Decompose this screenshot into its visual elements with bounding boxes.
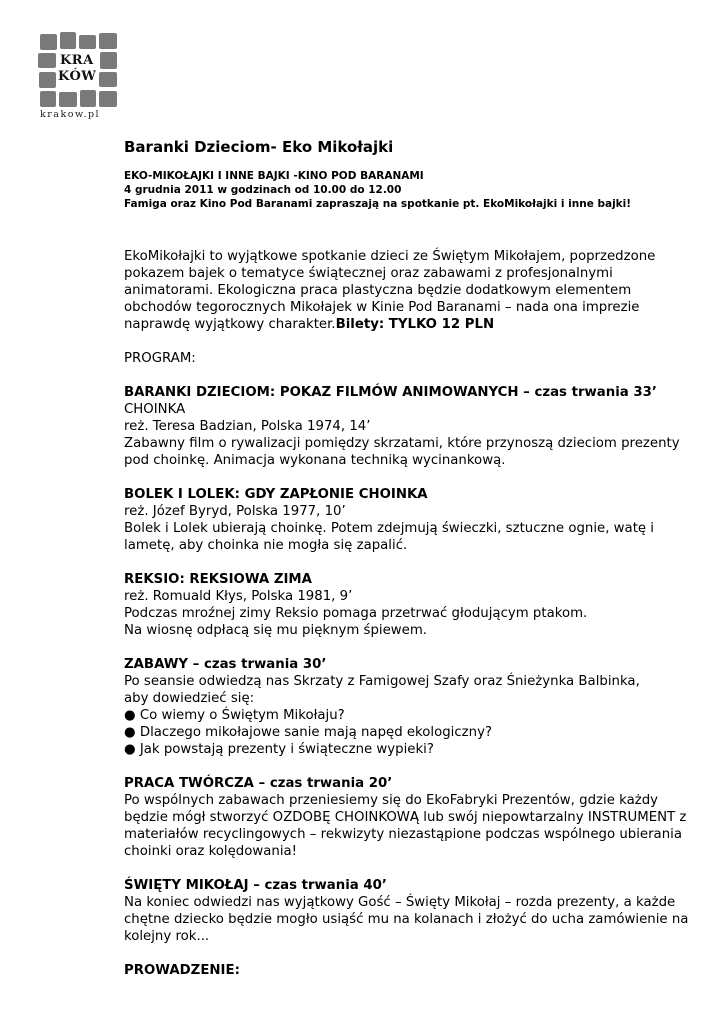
section-line: Podczas mroźnej zimy Reksio pomaga przetrwać głodującym ptakom. [124,606,588,621]
section-praca-tworcza [124,775,704,860]
page-title: Baranki Dzieciom- Eko Mikołajki [124,138,394,156]
section-bolek-lolek [124,486,704,554]
logo-text-kow: KÓW [58,69,97,84]
section-line: choinki oraz kolędowania! [124,844,298,859]
section-line: kolejny rok... [124,929,210,944]
intro-line: pokazem bajek o tematyce świątecznej oraz zabawami z profesjonalnymi [124,266,613,281]
section-heading: ZABAWY – czas trwania 30’ [124,657,327,672]
section-line: reż. Romuald Kłys, Polska 1981, 9’ [124,589,353,604]
intro-line: EkoMikołajki to wyjątkowe spotkanie dzieci ze Świętym Mikołajem, poprzedzone [124,249,656,264]
section-line: pod choinkę. Animacja wykonana techniką wycinankową. [124,453,506,468]
section-line: Bolek i Lolek ubierają choinkę. Potem zdejmują świeczki, sztuczne ognie, watę i [124,521,655,536]
section-line: materiałów recyclingowych – rekwizyty niezastąpione podczas wspólnego ubierania [124,827,682,842]
section-swiety-mikolaj [124,877,704,945]
section-line: reż. Teresa Badzian, Polska 1974, 14’ [124,419,371,434]
section-line: Zabawny film o rywalizacji pomiędzy skrzatami, które przynoszą dzieciom prezenty [124,436,680,451]
section-heading: PRACA TWÓRCZA – czas trwania 20’ [124,776,393,791]
section-reksio [124,571,704,639]
logo-text-kra: KRA [60,53,94,68]
section-heading: ŚWIĘTY MIKOŁAJ – czas trwania 40’ [124,878,387,893]
intro-line: animatorami. Ekologiczna praca plastyczna będzie dodatkowym elementem [124,283,632,298]
section-line: Po wspólnych zabawach przeniesiemy się do EkoFabryki Prezentów, gdzie każdy [124,793,659,808]
section-heading: REKSIO: REKSIOWA ZIMA [124,572,312,587]
section-line: CHOINKA [124,402,186,417]
logo-mosaic [38,32,120,108]
intro-line: obchodów tegorocznych Mikołajek w Kinie Pod Baranami – nada ona imprezie [124,300,640,315]
intro-line [124,316,704,333]
section-line: będzie mógł stworzyć OZDOBĘ CHOINKOWĄ lub swój niepowtarzalny INSTRUMENT z [124,810,687,825]
logo-caption: krakow.pl [40,109,101,120]
section-baranki [124,384,704,469]
intro-last-line: naprawdę wyjątkowy charakter. [124,317,336,332]
header-line-2: 4 grudnia 2011 w godzinach od 10.00 do 12.00 [124,184,402,196]
section-heading: BARANKI DZIECIOM: POKAZ FILMÓW ANIMOWANYCH – czas trwania 33’ [124,385,657,400]
bullet-item: ● Co wiemy o Świętym Mikołaju? [124,708,345,723]
document-body [124,137,704,979]
section-line: Po seansie odwiedzą nas Skrzaty z Famigowej Szafy oraz Śnieżynka Balbinka, [124,674,640,689]
bullet-item: ● Dlaczego mikołajowe sanie mają napęd ekologiczny? [124,725,493,740]
section-line: reż. Józef Byryd, Polska 1977, 10’ [124,504,346,519]
tickets-price: Bilety: TYLKO 12 PLN [335,317,495,332]
section-line: Na wiosnę odpłacą się mu pięknym śpiewem. [124,623,428,638]
intro-paragraph [124,248,704,333]
section-zabawy [124,656,704,758]
section-line: chętne dziecko będzie mogło usiąść mu na kolanach i złożyć do ucha zamówienie na [124,912,689,927]
krakow-logo [38,32,120,122]
section-line: lametę, aby choinka nie mogła się zapalić. [124,538,408,553]
bullet-item: ● Jak powstają prezenty i świąteczne wypieki? [124,742,434,757]
section-line: aby dowiedzieć się: [124,691,255,706]
section-heading: BOLEK I LOLEK: GDY ZAPŁONIE CHOINKA [124,487,428,502]
prowadzenie-label: PROWADZENIE: [124,963,240,978]
section-line: Na koniec odwiedzi nas wyjątkowy Gość – Święty Mikołaj – rozda prezenty, a każde [124,895,676,910]
header-line-1: EKO-MIKOŁAJKI I INNE BAJKI -KINO POD BARANAMI [124,170,424,182]
header-line-3: Famiga oraz Kino Pod Baranami zapraszają na spotkanie pt. EkoMikołajki i inne bajki! [124,198,632,210]
program-label: PROGRAM: [124,351,196,366]
